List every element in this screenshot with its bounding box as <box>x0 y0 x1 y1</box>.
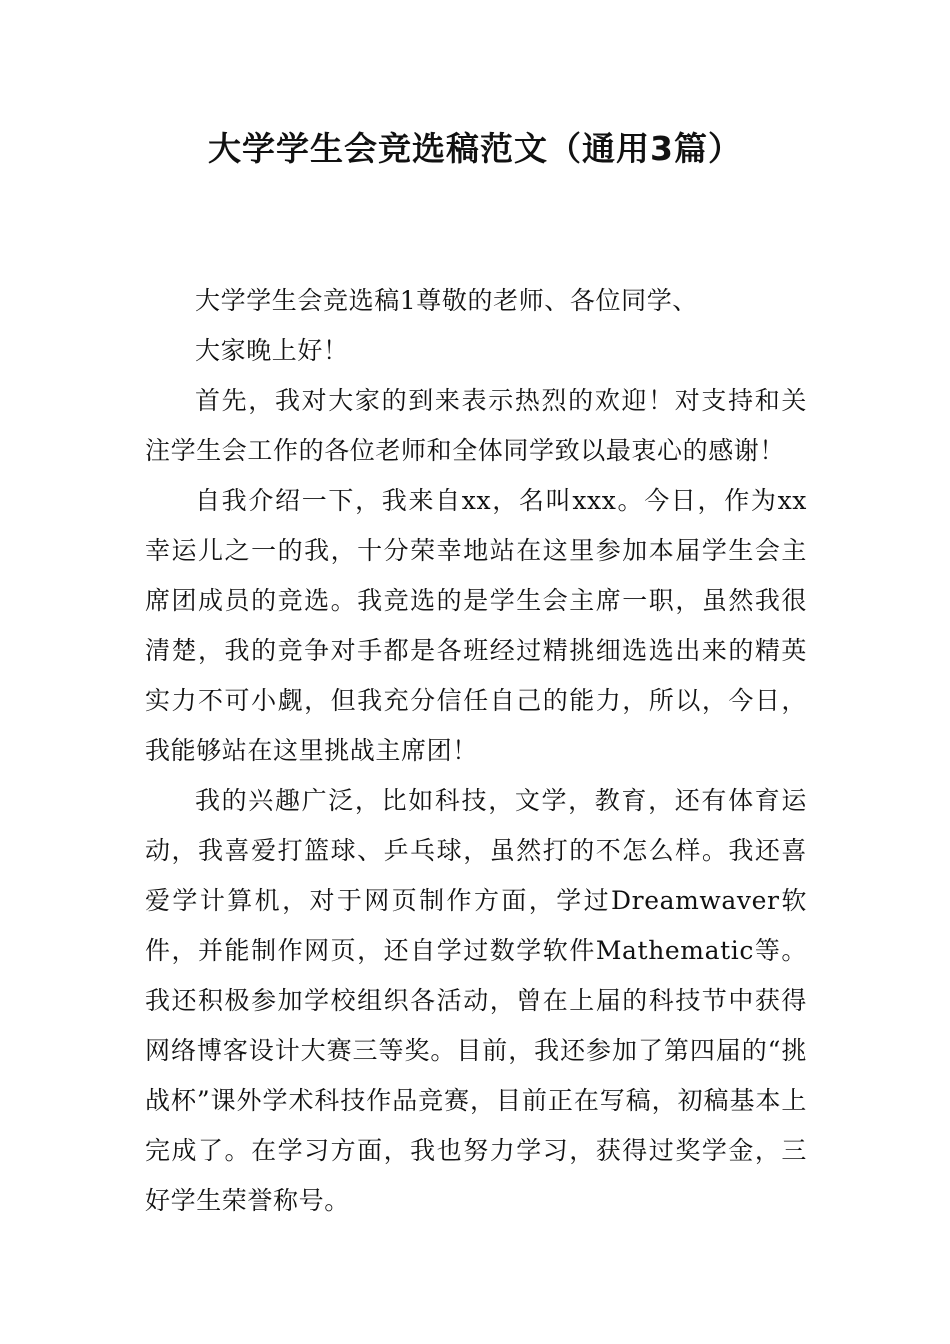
paragraph-self-introduction: 自我介绍一下，我来自xx，名叫xxx。今日，作为xx幸运儿之一的我，十分荣幸地站在这里参加本届学生会主席团成员的竞选。我竞选的是学生会主席一职，虽然我很清楚，我的竞争对手都是各班经过精挑细选选出来的精英实力不可小觑，但我充分信任自己的能力，所以，今日，我能够站在这里挑战主席团！ <box>145 486 807 765</box>
paragraph-interests: 我的兴趣广泛，比如科技，文学，教育，还有体育运动，我喜爱打篮球、乒乓球，虽然打的不怎么样。我还喜爱学计算机，对于网页制作方面，学过Dreamwaver软件，并能制作网页，还自学过数学软件Mathematic等。我还积极参加学校组织各活动，曾在上届的科技节中获得网络博客设计大赛三等奖。目前，我还参加了第四届的“挑战杯”课外学术科技作品竞赛，目前正在写稿，初稿基本上完成了。在学习方面，我也努力学习，获得过奖学金，三好学生荣誉称号。 <box>145 786 807 1215</box>
paragraph-greeting-heading: 大学学生会竞选稿1尊敬的老师、各位同学、 <box>195 286 698 315</box>
document-title: 大学学生会竞选稿范文（通用3篇） <box>208 129 742 168</box>
paragraph-welcome: 首先，我对大家的到来表示热烈的欢迎！对支持和关注学生会工作的各位老师和全体同学致以最衷心的感谢！ <box>145 386 807 465</box>
document-body <box>145 276 807 1226</box>
paragraph-greeting: 大家晚上好！ <box>195 336 349 365</box>
